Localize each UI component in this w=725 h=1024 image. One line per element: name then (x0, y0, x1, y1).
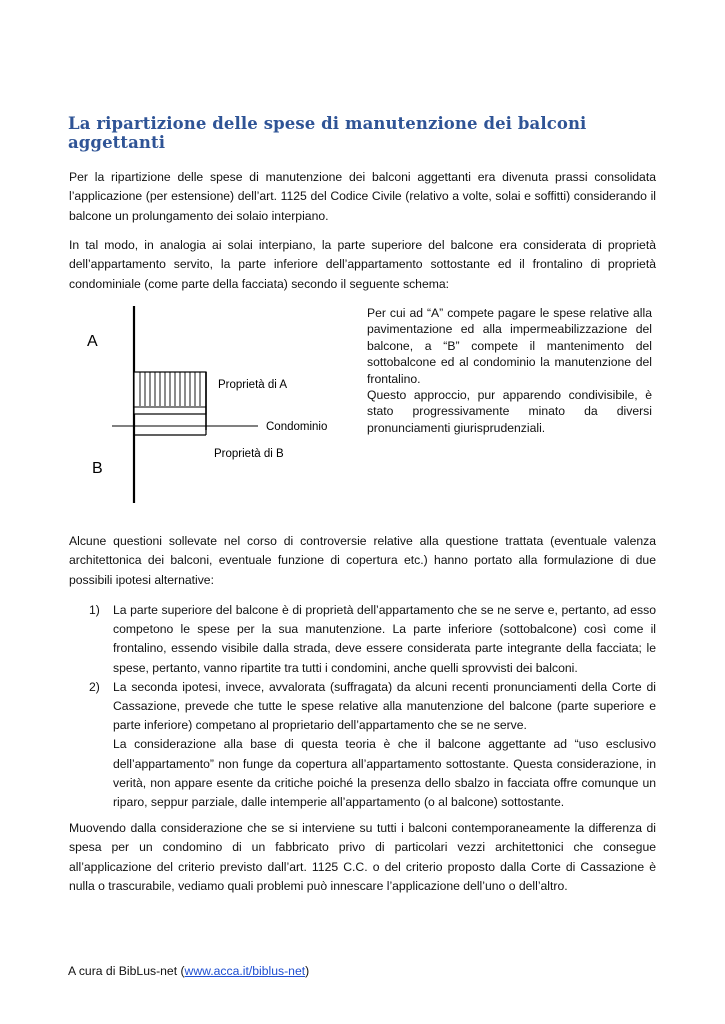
label-proprieta-b: Proprietà di B (214, 448, 284, 460)
hypotheses-list (89, 601, 656, 812)
paragraph-intro: Per la ripartizione delle spese di manutenzione dei balconi aggettanti era divenuta prassi consolidata l’applicazione (per estensione) dell’art. 1125 del Codice Civile (relativo a volte, solai e soffitti) considerando il balcone un prolungamento dei solaio interpiano. (69, 170, 656, 223)
footer-link[interactable]: www.acca.it/biblus-net (184, 964, 306, 978)
label-proprieta-a: Proprietà di A (218, 379, 288, 391)
label-a: A (87, 333, 98, 350)
list-item (89, 678, 656, 812)
list-item-text: La parte superiore del balcone è di proprietà dell’appartamento che se ne serve e, pertanto, ad esso competono le spese per la sua manutenzione. La parte inferiore (sottobalcone) così come il frontalino, essendo visibile dalla strada, deve essere considerata parte integrante della facciata; le spese, pertanto, vanno ripartite tra tutti i condomini, anche quelli sprovvisti dei balconi. (113, 603, 656, 675)
list-item-text-continued: La considerazione alla base di questa teoria è che il balcone aggettante ad “uso esclusivo dell’appartamento” non funge da copertura all’appartamento sottostante. Questa considerazione, in verità, non appare esente da critiche poiché la presenza dello sbalzo in facciata offre comunque un riparo, seppur parziale, dalle intemperie all’appartamento (o al balcone) sottostante. (113, 737, 656, 810)
footer-suffix: ) (305, 964, 310, 978)
paragraph-questions: Alcune questioni sollevate nel corso di controversie relative alla questione trattata (eventuale valenza architettonica dei balconi, eventuale funzione di copertura etc.) hanno portato alla formulazione di due possibili ipotesi alternative: (69, 534, 656, 587)
diagram-explanation-part1: Per cui ad “A” compete pagare le spese relative alla pavimentazione ed alla impermeabilizzazione del balcone, a “B” compete il mantenimento del sottobalcone ed al condominio la manutenzione del frontalino. (367, 306, 652, 386)
paragraph-conclusion: Muovendo dalla considerazione che se si interviene su tutti i balconi contemporaneamente la differenza di spesa per un condomino di un fabbricato privo di particolari vezzi architettonici che consegue all’applicazione del criterio previsto dall’art. 1125 C.C. o del criterio proposto dalla Corte di Cassazione è nulla o trascurabile, vediamo quali problemi può innescare l’applicazione dell’uno o dell’altro. (69, 821, 656, 894)
label-b: B (92, 460, 103, 477)
footer (68, 964, 309, 978)
list-item-text: La seconda ipotesi, invece, avvalorata (suffragata) da alcuni recenti pronunciamenti della Corte di Cassazione, prevede che tutte le spese relative alla manutenzione del balcone (parte superiore e parte inferiore) competano al proprietario dell’appartamento che se ne serve. (113, 679, 656, 733)
document-title: La ripartizione delle spese di manutenzione dei balconi aggettanti (68, 114, 587, 152)
diagram-explanation-part2: Questo approccio, pur apparendo condivisibile, è stato progressivamente minato da diversi pronunciamenti giurisprudenziali. (367, 388, 652, 435)
list-item (89, 601, 656, 678)
paragraph-analogy: In tal modo, in analogia ai solai interpiano, la parte superiore del balcone era considerata di proprietà dell’appartamento servito, la parte inferiore dell’appartamento sottostante ed il frontalino di proprietà condominiale (come parte della facciata) secondo il seguente schema: (69, 238, 656, 291)
label-condominio: Condominio (266, 421, 328, 433)
list-item-number: 1) (89, 603, 100, 617)
list-item-number: 2) (89, 679, 100, 694)
diagram-explanation (367, 305, 652, 436)
footer-prefix: A cura di BibLus-net ( (68, 964, 185, 978)
balcony-diagram (84, 300, 346, 510)
